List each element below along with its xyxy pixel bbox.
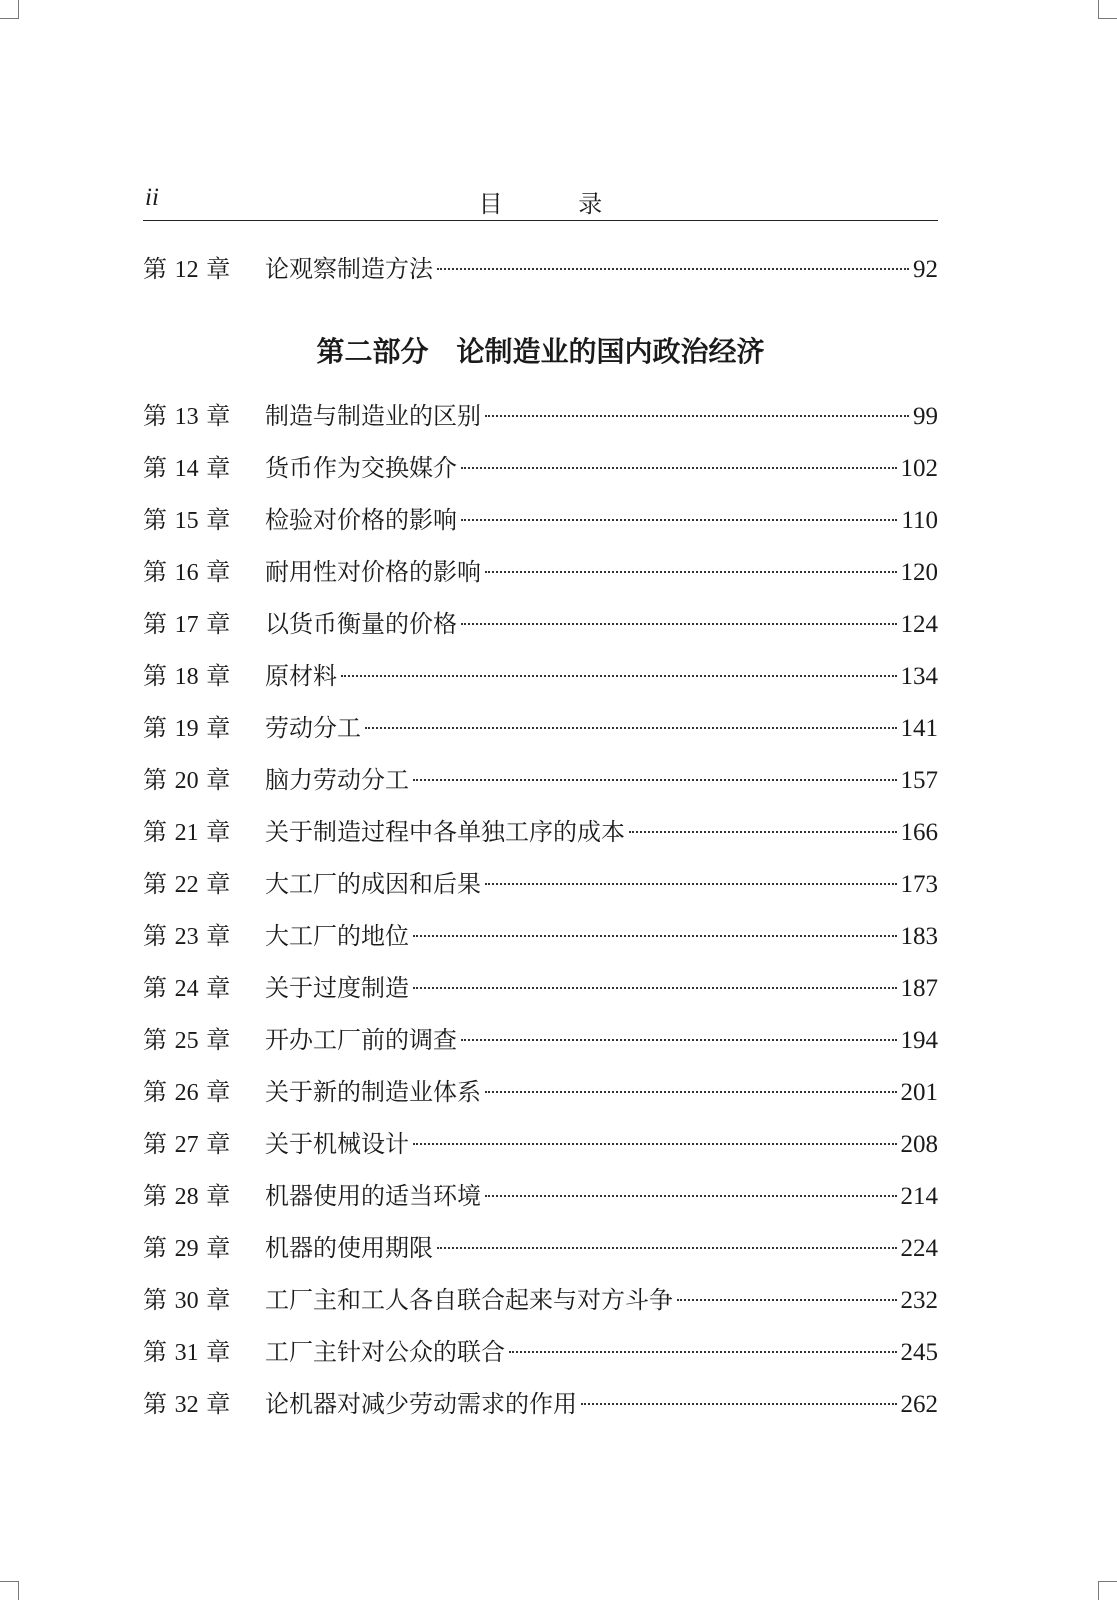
chapter-label: 第 18 章: [143, 662, 231, 690]
page-reference: 208: [900, 1131, 938, 1158]
dot-leader: [461, 519, 897, 521]
crop-mark-bottom-left: [0, 1581, 19, 1600]
chapter-number: 22: [174, 872, 199, 898]
chapter-title: 论机器对减少劳动需求的作用: [265, 1390, 577, 1418]
chapter-title: 大工厂的地位: [265, 922, 409, 950]
dot-leader: [365, 727, 897, 729]
chapter-title: 关于机械设计: [265, 1130, 409, 1158]
toc-entry-ch19[interactable]: [143, 711, 938, 745]
chapter-number: 29: [174, 1236, 199, 1262]
chapter-title: 原材料: [265, 662, 337, 690]
chapter-number: 13: [174, 404, 199, 430]
dot-leader: [413, 1143, 897, 1145]
chapter-label: 第 21 章: [143, 818, 231, 846]
dot-leader: [509, 1351, 897, 1353]
toc-entry-ch18[interactable]: [143, 659, 938, 693]
toc-entry-ch16[interactable]: [143, 555, 938, 589]
dot-leader: [485, 883, 897, 885]
dot-leader: [485, 415, 909, 417]
chapter-label: 第 12 章: [143, 255, 231, 283]
toc-entry-ch13[interactable]: [143, 399, 938, 433]
chapter-title: 工厂主针对公众的联合: [265, 1338, 505, 1366]
chapter-number: 16: [174, 560, 199, 586]
chapter-label: 第 16 章: [143, 558, 231, 586]
dot-leader: [677, 1299, 897, 1301]
dot-leader: [341, 675, 897, 677]
chapter-label: 第 25 章: [143, 1026, 231, 1054]
toc-entry-ch28[interactable]: [143, 1179, 938, 1213]
dot-leader: [413, 935, 897, 937]
page-reference: 141: [900, 715, 938, 742]
dot-leader: [485, 1195, 897, 1197]
chapter-number: 15: [174, 508, 199, 534]
chapter-title: 开办工厂前的调查: [265, 1026, 457, 1054]
chapter-label: 第 30 章: [143, 1286, 231, 1314]
chapter-number: 31: [174, 1340, 199, 1366]
dot-leader: [413, 987, 897, 989]
header-title: 目 录: [478, 190, 637, 218]
chapter-number: 17: [174, 612, 199, 638]
page-reference: 201: [900, 1079, 938, 1106]
chapter-number: 28: [174, 1184, 199, 1210]
chapter-label: 第 24 章: [143, 974, 231, 1002]
chapter-number: 21: [174, 820, 199, 846]
dot-leader: [629, 831, 897, 833]
chapter-number: 14: [174, 456, 199, 482]
page-reference: 166: [900, 819, 938, 846]
chapter-label: 第 31 章: [143, 1338, 231, 1366]
chapter-title: 关于制造过程中各单独工序的成本: [265, 818, 625, 846]
chapter-title: 论观察制造方法: [265, 255, 433, 283]
page-reference: 232: [900, 1287, 938, 1314]
dot-leader: [413, 779, 897, 781]
chapter-title: 关于新的制造业体系: [265, 1078, 481, 1106]
chapter-number: 20: [174, 768, 199, 794]
toc-entry-ch24[interactable]: [143, 971, 938, 1005]
dot-leader: [461, 1039, 897, 1041]
chapter-number: 24: [174, 976, 199, 1002]
toc-entry-ch15[interactable]: [143, 503, 938, 537]
page-reference: 157: [900, 767, 938, 794]
chapter-number: 18: [174, 664, 199, 690]
chapter-number: 23: [174, 924, 199, 950]
toc-entry-ch23[interactable]: [143, 919, 938, 953]
chapter-title: 大工厂的成因和后果: [265, 870, 481, 898]
page-reference: 99: [913, 403, 938, 430]
dot-leader: [461, 467, 897, 469]
chapter-number: 26: [174, 1080, 199, 1106]
page-reference: 262: [900, 1391, 938, 1418]
toc-entry-ch27[interactable]: [143, 1127, 938, 1161]
chapter-title: 以货币衡量的价格: [265, 610, 457, 638]
dot-leader: [485, 571, 897, 573]
chapter-title: 关于过度制造: [265, 974, 409, 1002]
toc-entry-ch20[interactable]: [143, 763, 938, 797]
page-reference: 102: [900, 455, 938, 482]
toc-entry-ch31[interactable]: [143, 1335, 938, 1369]
page-reference: 194: [900, 1027, 938, 1054]
page-reference: 92: [913, 256, 938, 283]
dot-leader: [461, 623, 897, 625]
toc-entry-ch26[interactable]: [143, 1075, 938, 1109]
chapter-number: 32: [174, 1392, 199, 1418]
chapter-title: 劳动分工: [265, 714, 361, 742]
crop-mark-top-right: [1098, 0, 1117, 19]
chapter-label: 第 15 章: [143, 506, 231, 534]
toc-entry-ch29[interactable]: [143, 1231, 938, 1265]
page-reference: 120: [900, 559, 938, 586]
page-reference: 224: [900, 1235, 938, 1262]
chapter-label: 第 29 章: [143, 1234, 231, 1262]
running-header: [143, 182, 938, 221]
page-reference: 183: [900, 923, 938, 950]
dot-leader: [437, 268, 909, 270]
chapter-title: 脑力劳动分工: [265, 766, 409, 794]
dot-leader: [581, 1403, 897, 1405]
section-heading: 第二部分 论制造业的国内政治经济: [316, 335, 765, 368]
page-reference: 245: [900, 1339, 938, 1366]
toc-entry-ch17[interactable]: [143, 607, 938, 641]
toc-entry-ch12[interactable]: [143, 252, 938, 286]
chapter-label: 第 27 章: [143, 1130, 231, 1158]
chapter-title: 耐用性对价格的影响: [265, 558, 481, 586]
dot-leader: [437, 1247, 897, 1249]
chapter-label: 第 23 章: [143, 922, 231, 950]
toc-entry-ch32[interactable]: [143, 1387, 938, 1421]
chapter-label: 第 22 章: [143, 870, 231, 898]
crop-mark-top-left: [0, 0, 19, 19]
toc-entry-ch22[interactable]: [143, 867, 938, 901]
toc-entry-ch14[interactable]: [143, 451, 938, 485]
chapter-title: 货币作为交换媒介: [265, 454, 457, 482]
page-reference: 124: [900, 611, 938, 638]
chapter-label: 第 26 章: [143, 1078, 231, 1106]
page-number: ii: [145, 184, 159, 211]
page-reference: 110: [901, 507, 938, 534]
dot-leader: [485, 1091, 897, 1093]
chapter-title: 工厂主和工人各自联合起来与对方斗争: [265, 1286, 673, 1314]
chapter-label: 第 14 章: [143, 454, 231, 482]
chapter-number: 30: [174, 1288, 199, 1314]
toc-entry-ch21[interactable]: [143, 815, 938, 849]
toc-entry-ch25[interactable]: [143, 1023, 938, 1057]
page-reference: 134: [900, 663, 938, 690]
chapter-number: 27: [174, 1132, 199, 1158]
chapter-title: 制造与制造业的区别: [265, 402, 481, 430]
chapter-title: 机器的使用期限: [265, 1234, 433, 1262]
chapter-label: 第 13 章: [143, 402, 231, 430]
crop-mark-bottom-right: [1098, 1581, 1117, 1600]
chapter-number: 25: [174, 1028, 199, 1054]
toc-entry-ch30[interactable]: [143, 1283, 938, 1317]
chapter-label: 第 32 章: [143, 1390, 231, 1418]
chapter-title: 检验对价格的影响: [265, 506, 457, 534]
page-reference: 187: [900, 975, 938, 1002]
chapter-label: 第 20 章: [143, 766, 231, 794]
chapter-label: 第 19 章: [143, 714, 231, 742]
chapter-label: 第 28 章: [143, 1182, 231, 1210]
chapter-label: 第 17 章: [143, 610, 231, 638]
chapter-number: 12: [174, 257, 199, 283]
chapter-number: 19: [174, 716, 199, 742]
page-reference: 173: [900, 871, 938, 898]
page-reference: 214: [900, 1183, 938, 1210]
chapter-title: 机器使用的适当环境: [265, 1182, 481, 1210]
